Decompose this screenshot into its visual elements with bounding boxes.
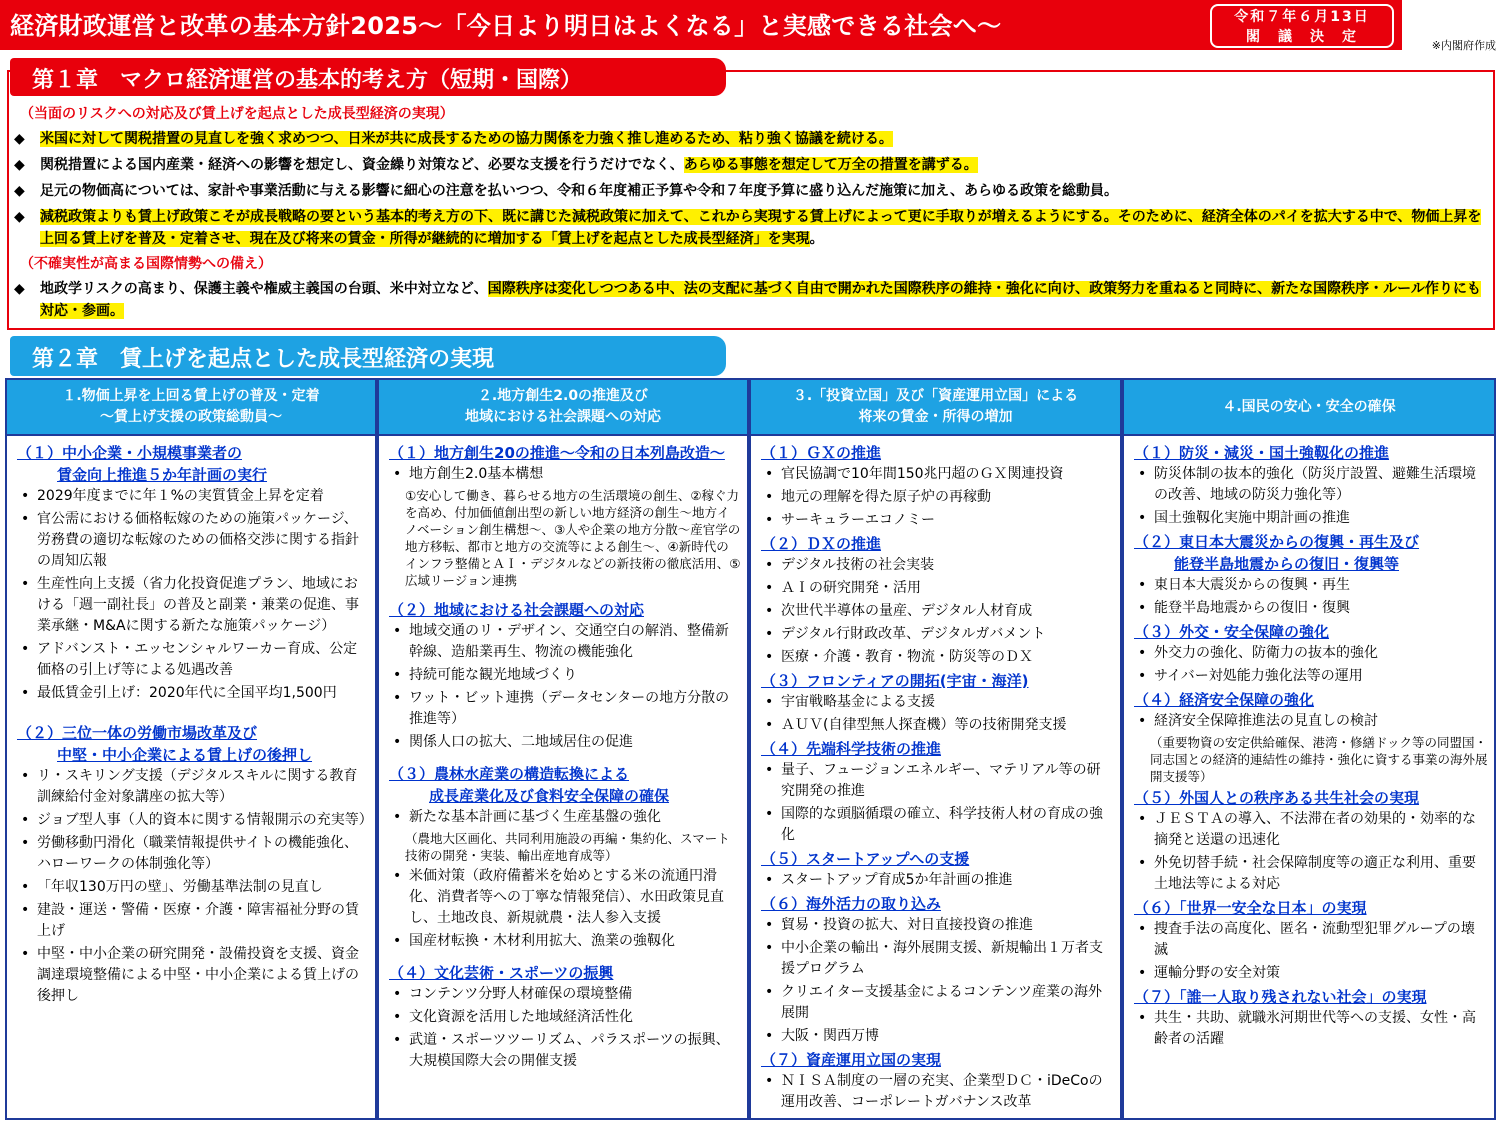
section-title: （１）ＧＸの推進 bbox=[761, 444, 882, 462]
section-title: （４）経済安全保障の強化 bbox=[1134, 691, 1315, 709]
list-item: • デジタル行財政改革、デジタルガバメント bbox=[761, 624, 1114, 645]
chapter1-item bbox=[12, 180, 1492, 202]
section-title: （７）資産運用立国の実現 bbox=[761, 1051, 942, 1069]
highlighted-text: 米国に対して関税措置の見直しを強く求めつつ、日米が共に成長するための協力関係を力強く推し進めるため、粘り強く協議を続ける。 bbox=[40, 131, 893, 147]
chapter1-subhead-1: （当面のリスクへの対応及び賃上げを起点とした成長型経済の実現） bbox=[20, 106, 454, 122]
list-item: • アドバンスト・エッセンシャルワーカー育成、公定価格の引上げ等による処遇改善 bbox=[17, 639, 369, 681]
section-title: （６）「世界一安全な日本」の実現 bbox=[1134, 899, 1367, 917]
list-item: • 防災体制の抜本的強化（防災庁設置、避難生活環境の改善、地域の防災力強化等） bbox=[1134, 464, 1488, 506]
section-title: 成長産業化及び食料安全保障の確保 bbox=[429, 787, 670, 805]
column-body bbox=[1124, 436, 1494, 1050]
list-item: • 次世代半導体の量産、デジタル人材育成 bbox=[761, 601, 1114, 622]
diamond-bullet-icon: ◆ bbox=[14, 209, 25, 225]
list-item: • 文化資源を活用した地域経済活性化 bbox=[389, 1007, 741, 1028]
section-title: （４）文化芸術・スポーツの振興 bbox=[389, 964, 614, 982]
item-text: 足元の物価高については、家計や事業活動に与える影響に細心の注意を払いつつ、令和６年度補正予算や令和７年度予算に盛り込んだ施策に加え、あらゆる政策を総動員。 bbox=[40, 183, 1118, 199]
list-item: • 大阪・関西万博 bbox=[761, 1026, 1114, 1047]
list-item: • 外免切替手続・社会保障制度等の適正な利用、重要土地法等による対応 bbox=[1134, 853, 1488, 895]
section-title: 中堅・中小企業による賃上げの後押し bbox=[57, 746, 313, 764]
column-investment bbox=[749, 378, 1122, 1120]
list-item: • ＡＵＶ(自律型無人探査機）等の技術開発支援 bbox=[761, 715, 1114, 736]
column-wages bbox=[5, 378, 377, 1120]
chapter2-tab bbox=[10, 336, 726, 376]
title-bar bbox=[0, 0, 1402, 50]
list-item: • 外交力の強化、防衛力の抜本的強化 bbox=[1134, 643, 1488, 664]
section-title: （３）フロンティアの開拓(宇宙・海洋) bbox=[761, 672, 1029, 690]
chapter1-title: 第１章 マクロ経済運営の基本的考え方（短期・国際） bbox=[32, 68, 583, 93]
chapter1-item bbox=[12, 154, 1492, 176]
diamond-bullet-icon: ◆ bbox=[14, 183, 25, 199]
list-item: • 東日本大震災からの復興・再生 bbox=[1134, 575, 1488, 596]
column-regional bbox=[377, 378, 749, 1120]
list-item: • 地元の理解を得た原子炉の再稼動 bbox=[761, 487, 1114, 508]
list-item: • 共生・共助、就職氷河期世代等への支援、女性・高齢者の活躍 bbox=[1134, 1008, 1488, 1050]
diamond-bullet-icon: ◆ bbox=[14, 281, 25, 297]
column-header-line: ４.国民の安心・安全の確保 bbox=[1222, 398, 1396, 415]
list-item: • コンテンツ分野人材確保の環境整備 bbox=[389, 984, 741, 1005]
section-title: （３）外交・安全保障の強化 bbox=[1134, 623, 1330, 641]
list-note: （重要物資の安定供給確保、港湾・修繕ドック等の同盟国・同志国との経済的連結性の維持・強化に資する事業の海外展開支援等） bbox=[1150, 735, 1488, 784]
date-line-2: 閣 議 決 定 bbox=[1246, 29, 1358, 45]
list-item: • 経済安全保障推進法の見直しの検討 bbox=[1134, 711, 1488, 732]
list-item: • ＮＩＳＡ制度の一層の充実、企業型ＤＣ・iDeCoの運用改善、コーポレートガバナンス改革 bbox=[761, 1071, 1114, 1113]
list-item: • 量子、フュージョンエネルギー、マテリアル等の研究開発の推進 bbox=[761, 760, 1114, 802]
chapter1-item bbox=[12, 128, 1492, 150]
section-title: （７）「誰一人取り残されない社会」の実現 bbox=[1134, 988, 1427, 1006]
section-title: （２）東日本大震災からの復興・再生及び bbox=[1134, 533, 1420, 551]
column-header bbox=[1124, 380, 1494, 436]
list-item: • 能登半島地震からの復旧・復興 bbox=[1134, 598, 1488, 619]
list-item: • 最低賃金引上げ：2020年代に全国平均1,500円 bbox=[17, 683, 369, 704]
list-item: • ワット・ビット連携（データセンターの地方分散の推進等） bbox=[389, 688, 741, 730]
column-header bbox=[7, 380, 375, 436]
diamond-bullet-icon: ◆ bbox=[14, 157, 25, 173]
chapter1-content bbox=[12, 104, 1492, 326]
chapter1-item bbox=[12, 206, 1492, 250]
credit-note: ※内閣府作成 bbox=[1431, 39, 1496, 52]
list-item: • サイバー対処能力強化法等の運用 bbox=[1134, 666, 1488, 687]
section-title: （６）海外活力の取り込み bbox=[761, 895, 942, 913]
section-title: （１）地方創生20の推進～令和の日本列島改造～ bbox=[389, 444, 725, 462]
list-item: • サーキュラーエコノミー bbox=[761, 510, 1114, 531]
list-note: （農地大区画化、共同利用施設の再編・集約化、スマート技術の開発・実装、輸出産地育成等） bbox=[405, 831, 730, 863]
date-line-1: 令和７年６月13日 bbox=[1234, 9, 1370, 25]
column-header-line: ～賃上げ支援の政策総動員～ bbox=[100, 409, 282, 425]
list-item: • デジタル技術の社会実装 bbox=[761, 555, 1114, 576]
column-header-line: 将来の賃金・所得の増加 bbox=[858, 409, 1013, 425]
date-box bbox=[1210, 4, 1394, 48]
section-title: （５）外国人との秩序ある共生社会の実現 bbox=[1134, 789, 1420, 807]
section-title: （２）地域における社会課題への対応 bbox=[389, 601, 645, 619]
section-title: 能登半島地震からの復旧・復興等 bbox=[1174, 555, 1400, 573]
column-header-line: ３.「投資立国」及び「資産運用立国」による bbox=[792, 388, 1079, 404]
section-title: （２）三位一体の労働市場改革及び bbox=[17, 724, 258, 742]
list-item: • 医療・介護・教育・物流・防災等のＤＸ bbox=[761, 647, 1114, 668]
list-item: • リ・スキリング支援（デジタルスキルに関する教育訓練給付金対象講座の拡大等） bbox=[17, 766, 369, 808]
column-body bbox=[379, 436, 747, 1072]
column-body bbox=[751, 436, 1120, 1113]
section-title: （５）スタートアップへの支援 bbox=[761, 850, 970, 868]
item-text: 地政学リスクの高まり、保護主義や権威主義国の台頭、米中対立など、 bbox=[40, 281, 488, 297]
list-item: • 2029年度までに年１%の実質賃金上昇を定着 bbox=[17, 486, 369, 507]
item-text-tail: 。 bbox=[809, 231, 824, 247]
list-item: • ジョブ型人事（人的資本に関する情報開示の充実等） bbox=[17, 810, 369, 831]
list-item: • クリエイター支援基金によるコンテンツ産業の海外展開 bbox=[761, 982, 1114, 1024]
section-title: 賃金向上推進５か年計画の実行 bbox=[57, 466, 268, 484]
list-item: • ＡＩの研究開発・活用 bbox=[761, 578, 1114, 599]
list-item: • スタートアップ育成5か年計画の推進 bbox=[761, 870, 1114, 891]
column-body bbox=[7, 436, 375, 1007]
list-item: • 中堅・中小企業の研究開発・設備投資を支援、資金調達環境整備による中堅・中小企業による賃上げの後押し bbox=[17, 944, 369, 1007]
list-item: • 持続可能な観光地域づくり bbox=[389, 665, 741, 686]
section-title: （３）農林水産業の構造転換による bbox=[389, 765, 630, 783]
chapter1-intl-item bbox=[12, 278, 1492, 322]
list-item: • 米価対策（政府備蓄米を始めとする米の流通円滑化、消費者等への丁寧な情報発信）、水田政策見直し、土地改良、新規就農・法人参入支援 bbox=[389, 866, 741, 929]
column-header bbox=[379, 380, 747, 436]
list-item: • 生産性向上支援（省力化投資促進プラン、地域における「週一副社長」の普及と副業・兼業の促進、事業承継・M&Aに関する新たな施策パッケージ） bbox=[17, 574, 369, 637]
column-header-line: １.物価上昇を上回る賃上げの普及・定着 bbox=[62, 388, 320, 404]
chapter1-tab bbox=[10, 58, 726, 96]
list-item: • 地域交通のリ・デザイン、交通空白の解消、整備新幹線、造船業再生、物流の機能強化 bbox=[389, 621, 741, 663]
highlighted-text: 減税政策よりも賃上げ政策こそが成長戦略の要という基本的考え方の下、既に講じた減税政策に加えて、これから実現する賃上げによって更に手取りが増えるようにする。そのために、経済全体のパイを拡大する中で、物価上昇を上回る賃上げを普及・定着させ、現在及び将来の賃金・所得が継続的に増加する「賃上げを起点とした成長型経済」を実現 bbox=[40, 209, 1482, 247]
diamond-bullet-icon: ◆ bbox=[14, 131, 25, 147]
list-item: • 地方創生2.0基本構想 bbox=[389, 464, 741, 485]
item-text: 関税措置による国内産業・経済への影響を想定し、資金繰り対策など、必要な支援を行うだけでなく、 bbox=[40, 157, 684, 173]
column-header-line: 地域における社会課題への対応 bbox=[465, 409, 661, 425]
list-note: ①安心して働き、暮らせる地方の生活環境の創生、②稼ぐ力を高め、付加価値創出型の新しい地方経済の創生～地方イノベーション創生構想～、③人や企業の地方分散～産官学の地方移転、都市と地方の交流等による創生～、④新時代のインフラ整備とＡＩ・デジタルなどの新技術の徹底活用、⑤広域リージョン連携 bbox=[405, 488, 741, 588]
list-item: • 中小企業の輸出・海外展開支援、新規輸出１万者支援プログラム bbox=[761, 938, 1114, 980]
list-item: • 新たな基本計画に基づく生産基盤の強化 bbox=[389, 807, 741, 828]
section-title: （４）先端科学技術の推進 bbox=[761, 740, 942, 758]
column-header-line: ２.地方創生2.0の推進及び bbox=[477, 388, 649, 404]
list-item: • 建設・運送・警備・医療・介護・障害福祉分野の賃上げ bbox=[17, 900, 369, 942]
list-item: • 国土強靱化実施中期計画の推進 bbox=[1134, 508, 1488, 529]
list-item: • 宇宙戦略基金による支援 bbox=[761, 692, 1114, 713]
list-item: • 労働移動円滑化（職業情報提供サイトの機能強化、ハローワークの体制強化等） bbox=[17, 833, 369, 875]
highlighted-text: あらゆる事態を想定して万全の措置を講ずる。 bbox=[683, 157, 978, 173]
list-item: • 捜査手法の高度化、匿名・流動型犯罪グループの壊滅 bbox=[1134, 919, 1488, 961]
list-item: • 運輸分野の安全対策 bbox=[1134, 963, 1488, 984]
highlighted-text: 国際秩序は変化しつつある中、法の支配に基づく自由で開かれた国際秩序の維持・強化に向け、政策努力を重ねると同時に、新たな国際秩序・ルール作りにも対応・参画。 bbox=[40, 281, 1481, 319]
page-title: 経済財政運営と改革の基本方針2025～「今日より明日はよくなる」と実感できる社会へ～ bbox=[10, 12, 1002, 40]
chapter2-title: 第２章 賃上げを起点とした成長型経済の実現 bbox=[32, 347, 495, 372]
list-item: • 貿易・投資の拡大、対日直接投資の推進 bbox=[761, 915, 1114, 936]
column-header bbox=[751, 380, 1120, 436]
list-item: • 官民協調で10年間150兆円超のＧＸ関連投資 bbox=[761, 464, 1114, 485]
list-item: • 官公需における価格転嫁のための施策パッケージ、労務費の適切な転嫁のための価格交渉に関する指針の周知広報 bbox=[17, 509, 369, 572]
list-item: • 「年収130万円の壁」、労働基準法制の見直し bbox=[17, 877, 369, 898]
list-item: • 武道・スポーツツーリズム、パラスポーツの振興、大規模国際大会の開催支援 bbox=[389, 1030, 741, 1072]
chapter1-subhead-2: （不確実性が高まる国際情勢への備え） bbox=[20, 256, 272, 272]
list-item: • 国際的な頭脳循環の確立、科学技術人材の育成の強化 bbox=[761, 804, 1114, 846]
column-safety bbox=[1122, 378, 1496, 1120]
section-title: （１）防災・減災・国土強靱化の推進 bbox=[1134, 444, 1390, 462]
section-title: （２）ＤＸの推進 bbox=[761, 535, 882, 553]
list-item: • 国産材転換・木材利用拡大、漁業の強靱化 bbox=[389, 931, 741, 952]
list-item: • ＪＥＳＴＡの導入、不法滞在者の効果的・効率的な摘発と送還の迅速化 bbox=[1134, 809, 1488, 851]
list-item: • 関係人口の拡大、二地域居住の促進 bbox=[389, 732, 741, 753]
section-title: （１）中小企業・小規模事業者の bbox=[17, 444, 243, 462]
